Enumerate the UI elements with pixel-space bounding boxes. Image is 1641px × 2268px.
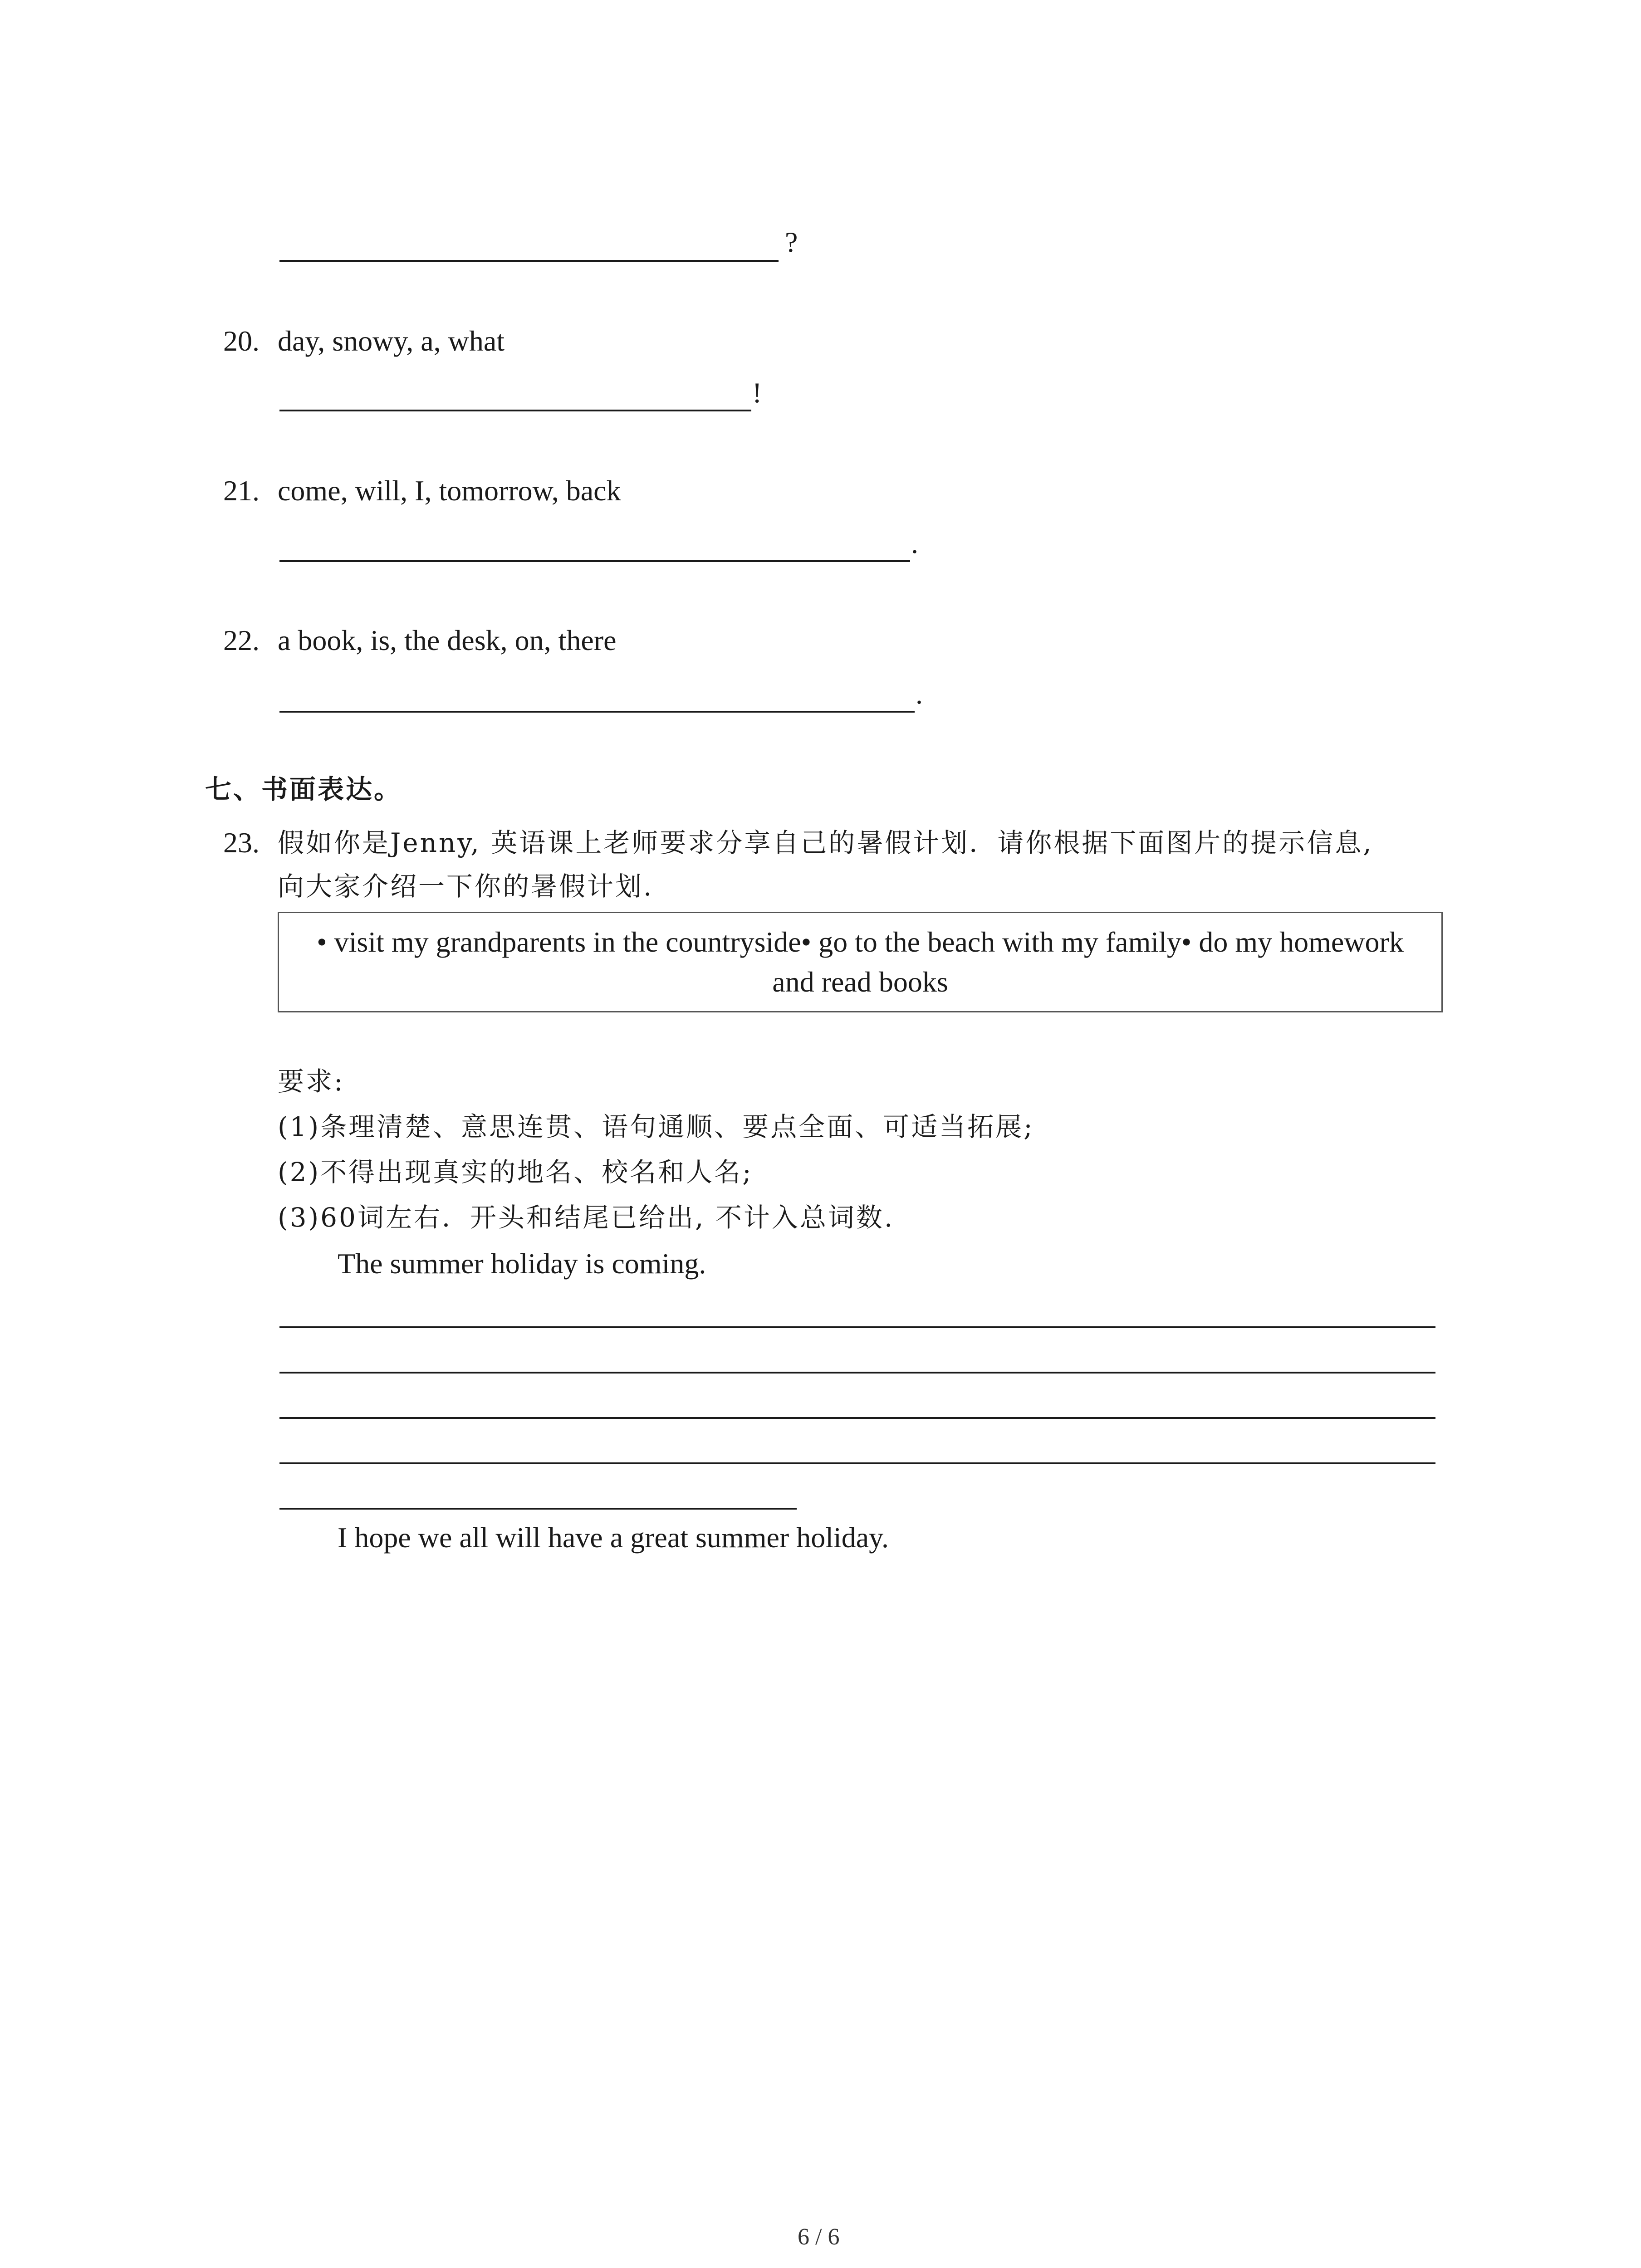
question-prompt-line1: 假如你是Jenny, 英语课上老师要求分享自己的暑假计划．请你根据下面图片的提示信息, <box>278 827 1373 858</box>
answer-line-20[interactable] <box>279 410 751 411</box>
hint-text: • visit my grandparents in the countryside• go to the beach with my family• do my homework and read books <box>317 926 1404 998</box>
page-number: 6 / 6 <box>798 2224 840 2250</box>
question-number-21: 21. <box>223 474 260 507</box>
essay-opening: The summer holiday is coming. <box>338 1247 706 1280</box>
answer-line-22[interactable] <box>279 711 915 713</box>
end-mark-19: ? <box>785 226 798 258</box>
question-number-20: 20. <box>223 325 260 357</box>
requirement-item-2: (2)不得出现真实的地名、校名和人名; <box>278 1157 753 1188</box>
essay-line-4[interactable] <box>279 1462 1435 1464</box>
requirements-label: 要求: <box>278 1066 345 1097</box>
answer-line-19[interactable] <box>279 260 779 262</box>
section-heading: 七、书面表达。 <box>205 774 402 805</box>
essay-line-1[interactable] <box>279 1326 1435 1328</box>
end-mark-21: . <box>911 527 918 559</box>
essay-line-2[interactable] <box>279 1372 1435 1374</box>
essay-closing: I hope we all will have a great summer holiday. <box>338 1521 889 1554</box>
question-words-20: day, snowy, a, what <box>278 325 505 357</box>
answer-line-21[interactable] <box>279 560 910 562</box>
question-prompt-line2: 向大家介绍一下你的暑假计划. <box>278 871 654 902</box>
essay-line-3[interactable] <box>279 1417 1435 1419</box>
requirement-item-1: (1)条理清楚、意思连贯、语句通顺、要点全面、可适当拓展; <box>278 1111 1034 1142</box>
hint-box <box>278 912 1443 1012</box>
end-mark-22: . <box>916 678 923 710</box>
question-words-22: a book, is, the desk, on, there <box>278 624 617 656</box>
question-number-22: 22. <box>223 624 260 656</box>
end-mark-20: ! <box>752 376 762 409</box>
essay-line-5[interactable] <box>279 1508 797 1510</box>
question-number-23: 23. <box>223 826 260 859</box>
question-words-21: come, will, I, tomorrow, back <box>278 474 621 507</box>
requirement-item-3: (3)60词左右．开头和结尾已给出, 不计入总词数. <box>278 1202 895 1233</box>
